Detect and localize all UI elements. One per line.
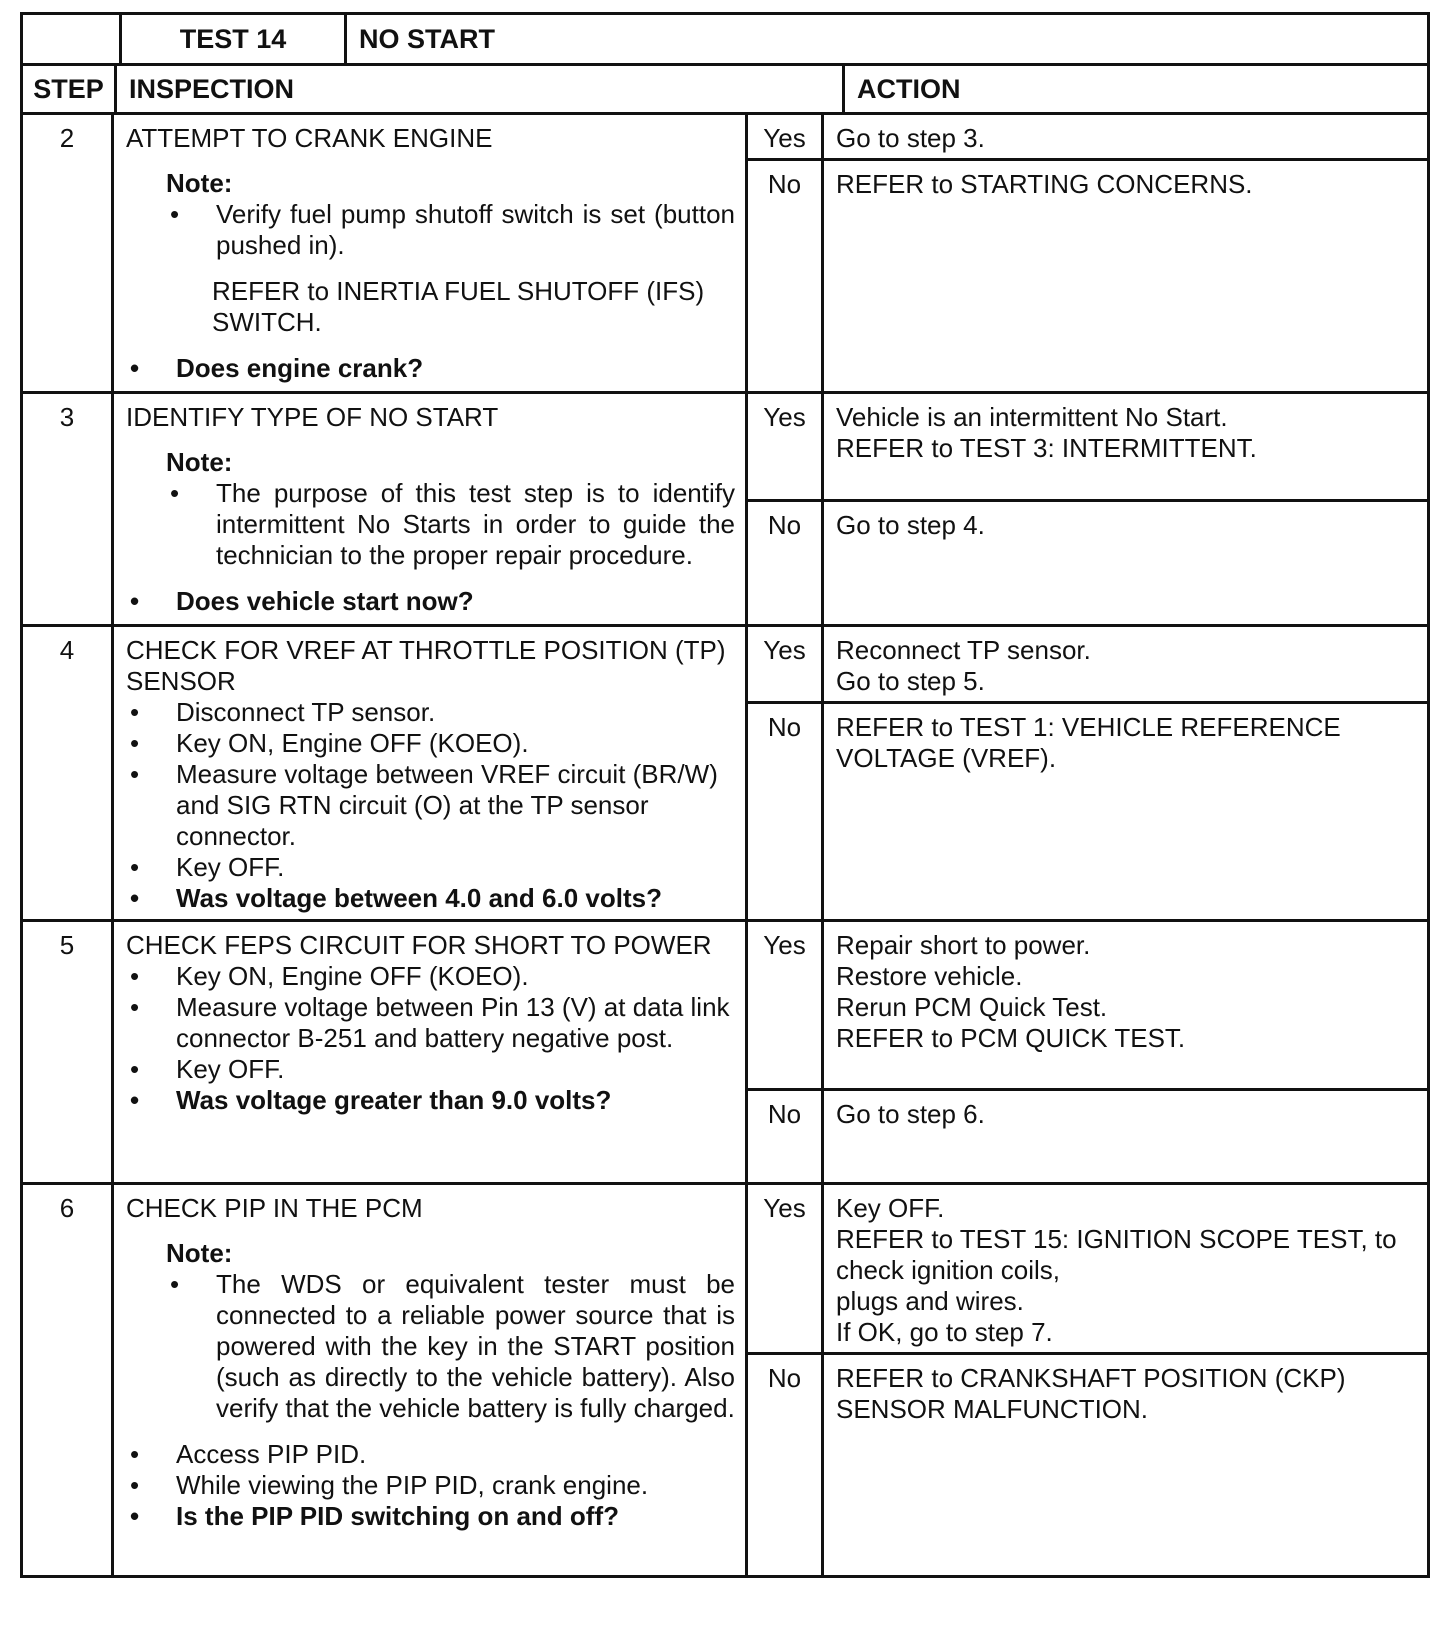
note-label: Note: [166, 168, 233, 198]
list-item: • Key OFF. [126, 1054, 735, 1085]
bullet-icon: • [130, 992, 140, 1022]
bullet-icon: • [130, 728, 140, 758]
no-label: No [748, 1355, 824, 1575]
step-number: 6 [23, 1185, 114, 1575]
question-item [126, 1501, 735, 1532]
bullet-icon: • [170, 199, 180, 229]
list-item: • Access PIP PID. [126, 1439, 735, 1470]
bullet-icon: • [130, 759, 140, 789]
note-reference: REFER to INERTIA FUEL SHUTOFF (IFS) SWITCH. [212, 276, 705, 337]
question-item [126, 586, 735, 617]
yes-action: Key OFF. REFER to TEST 15: IGNITION SCOPE TEST, to check ignition coils, plugs and wires. If OK, go to step 7. [836, 1193, 1397, 1347]
question-text: Is the PIP PID switching on and off? [176, 1501, 619, 1531]
step-heading: CHECK FEPS CIRCUIT FOR SHORT TO POWER [126, 930, 712, 960]
question-item [126, 883, 735, 914]
no-action: Go to step 6. [836, 1099, 985, 1129]
title-row [20, 12, 1430, 63]
yes-row [748, 922, 1427, 1088]
no-label: No [748, 1091, 824, 1182]
test-number: TEST 14 [119, 15, 347, 63]
note-label: Note: [166, 1238, 233, 1268]
yes-action: Vehicle is an intermittent No Start. REFER to TEST 3: INTERMITTENT. [836, 402, 1257, 463]
inspection-cell [114, 394, 748, 624]
question-text: Was voltage greater than 9.0 volts? [176, 1085, 612, 1115]
no-action: Go to step 4. [836, 510, 985, 540]
list-item: • Key ON, Engine OFF (KOEO). [126, 961, 735, 992]
yes-action: Go to step 3. [836, 123, 985, 153]
yes-label: Yes [748, 922, 824, 1088]
no-action: REFER to CRANKSHAFT POSITION (CKP) SENSOR MALFUNCTION. [836, 1363, 1346, 1424]
question-text: Does engine crank? [176, 353, 424, 383]
inspection-cell [114, 627, 748, 919]
list-item: • Key ON, Engine OFF (KOEO). [126, 728, 735, 759]
yes-label: Yes [748, 394, 824, 499]
no-label: No [748, 161, 824, 391]
inspection-cell [114, 922, 748, 1182]
question-item [126, 353, 735, 384]
diagnostic-table [20, 12, 1430, 1578]
list-item: • Disconnect TP sensor. [126, 697, 735, 728]
bullet-icon: • [130, 1470, 140, 1500]
bullet-icon: • [170, 1269, 180, 1299]
yes-label: Yes [748, 1185, 824, 1352]
bullet-icon: • [130, 1054, 140, 1084]
step-number: 2 [23, 115, 114, 391]
step-row-5 [20, 922, 1430, 1185]
bullet-icon: • [130, 1439, 140, 1469]
bullet-icon: • [130, 961, 140, 991]
step-row-3 [20, 394, 1430, 627]
step-number: 5 [23, 922, 114, 1182]
no-row [748, 1088, 1427, 1182]
yes-row [748, 394, 1427, 499]
note-item [166, 478, 735, 571]
step-row-2 [20, 115, 1430, 394]
header-inspection: INSPECTION [117, 66, 845, 112]
yes-label: Yes [748, 627, 824, 701]
note-text: The WDS or equivalent tester must be connected to a reliable power source that is powered with the key in the START position (such as directly to the vehicle battery). Also verify that the vehicle battery is fully charged. [216, 1269, 735, 1423]
question-text: Was voltage between 4.0 and 6.0 volts? [176, 883, 662, 913]
bullet-icon: • [130, 883, 140, 913]
no-row [748, 1352, 1427, 1575]
test-title: NO START [359, 23, 495, 54]
inspection-cell [114, 115, 748, 391]
no-action: REFER to TEST 1: VEHICLE REFERENCE VOLTAGE (VREF). [836, 712, 1341, 773]
note-text: Verify fuel pump shutoff switch is set (button pushed in). [216, 199, 735, 260]
step-heading: IDENTIFY TYPE OF NO START [126, 402, 499, 432]
no-action: REFER to STARTING CONCERNS. [836, 169, 1253, 199]
step-row-4 [20, 627, 1430, 922]
bullet-icon: • [130, 852, 140, 882]
no-row [748, 701, 1427, 919]
step-heading: CHECK PIP IN THE PCM [126, 1193, 423, 1223]
list-item: • Key OFF. [126, 852, 735, 883]
note-item [166, 199, 735, 261]
header-step: STEP [23, 66, 117, 112]
question-item [126, 1085, 735, 1116]
note-label: Note: [166, 447, 233, 477]
step-row-6 [20, 1185, 1430, 1578]
no-label: No [748, 704, 824, 919]
no-row [748, 158, 1427, 391]
bullet-icon: • [130, 586, 140, 616]
step-number: 4 [23, 627, 114, 919]
yes-row [748, 115, 1427, 158]
column-header-row [20, 63, 1430, 115]
no-row [748, 499, 1427, 624]
bullet-icon: • [170, 478, 180, 508]
yes-label: Yes [748, 115, 824, 158]
list-item: • Measure voltage between Pin 13 (V) at data link connector B-251 and battery negative post. [126, 992, 735, 1054]
header-action: ACTION [857, 73, 961, 104]
no-label: No [748, 502, 824, 624]
inspection-cell [114, 1185, 748, 1575]
yes-row [748, 1185, 1427, 1352]
bullet-icon: • [130, 353, 140, 383]
yes-action: Repair short to power. Restore vehicle. Rerun PCM Quick Test. REFER to PCM QUICK TEST. [836, 930, 1186, 1053]
note-text: The purpose of this test step is to identify intermittent No Starts in order to guide the technician to the proper repair procedure. [216, 478, 735, 570]
bullet-icon: • [130, 1501, 140, 1531]
yes-row [748, 627, 1427, 701]
yes-action: Reconnect TP sensor. Go to step 5. [836, 635, 1091, 696]
step-number: 3 [23, 394, 114, 624]
step-heading: ATTEMPT TO CRANK ENGINE [126, 123, 493, 153]
question-text: Does vehicle start now? [176, 586, 474, 616]
list-item: • Measure voltage between VREF circuit (BR/W) and SIG RTN circuit (O) at the TP sensor connector. [126, 759, 735, 852]
note-item [166, 1269, 735, 1424]
bullet-icon: • [130, 697, 140, 727]
step-heading: CHECK FOR VREF AT THROTTLE POSITION (TP) SENSOR [126, 635, 726, 696]
bullet-icon: • [130, 1085, 140, 1115]
list-item: • While viewing the PIP PID, crank engine. [126, 1470, 735, 1501]
